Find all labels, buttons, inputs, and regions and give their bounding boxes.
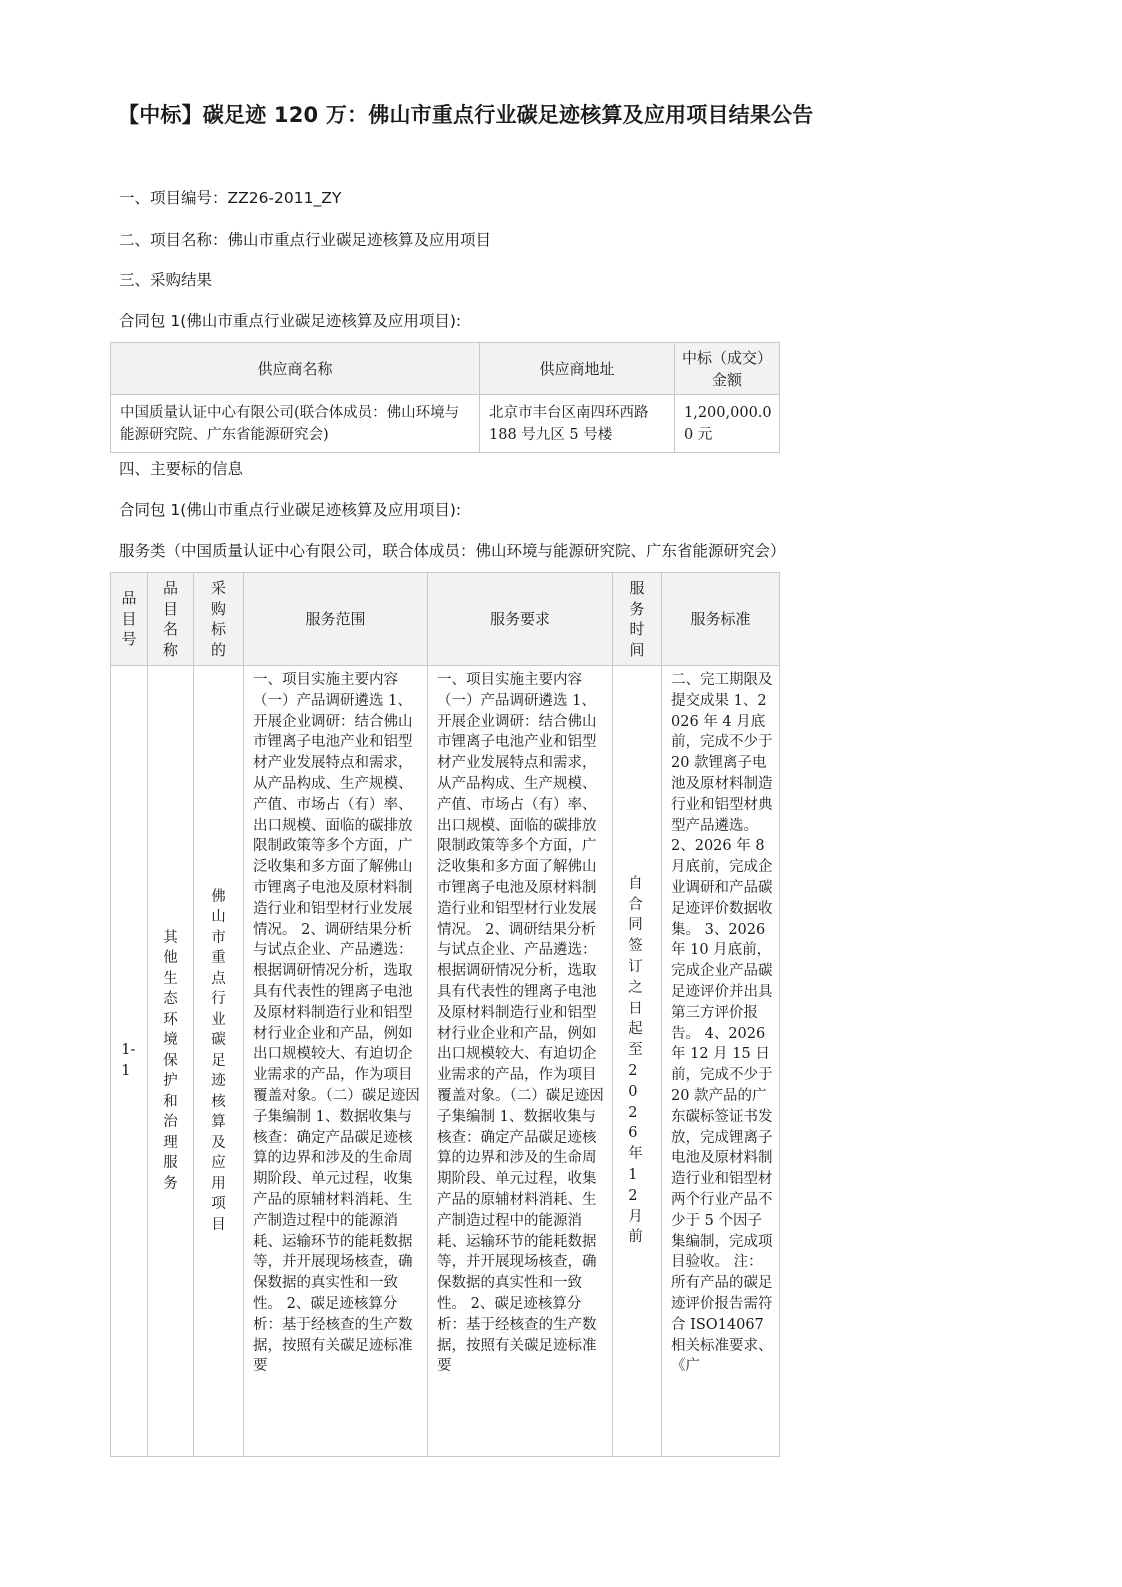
service-scope-text: 一、项目实施主要内容（一）产品调研遴选 1、开展企业调研：结合佛山市锂离子电池产业和铝型材产业发展特点和需求，从产品构成、生产规模、产值、市场占（有）率、出口规模、面临的碳排放限制政策等多个方面，广泛收集和多方面了解佛山市锂离子电池及原材料制造行业和铝型材行业发展情况。 2、调研结果分析与试点企业、产品遴选：根据调研情况分析，选取具有代表性的锂离子电池及原材料制造行业和铝型材行业企业和产品，例如出口规模较大、有迫切企业需求的产品，作为项目覆盖对象。（二）碳足迹因子集编制 1、数据收集与核查：确定产品碳足迹核算的边界和涉及的生命周期阶段、单元过程，收集产品的原辅材料消耗、生产制造过程中的能源消耗、运输环节的能耗数据等，并开展现场核查，确保数据的真实性和一致性。 2、碳足迹核算分析：基于经核查的生产数据，按照有关碳足迹标准要 xyxy=(253,672,420,1375)
service-requirement-cell xyxy=(428,666,613,1457)
service-header-row xyxy=(111,573,780,666)
package-label-2: 合同包 1(佛山市重点行业碳足迹核算及应用项目): xyxy=(119,501,462,519)
service-time-text: 自合同签订之日起至2026年12月前 xyxy=(628,875,643,1246)
subject-text: 佛山市重点行业碳足迹核算及应用项目 xyxy=(211,888,226,1233)
service-time-cell xyxy=(613,666,662,1457)
item-name-cell xyxy=(148,666,194,1457)
header-service-scope: 服务范围 xyxy=(244,573,428,666)
header-bid-amount xyxy=(675,343,780,395)
supplier-address-cell: 北京市丰台区南四环西路 188 号九区 5 号楼 xyxy=(480,395,675,453)
service-caption: 服务类（中国质量认证中心有限公司，联合体成员：佛山环境与能源研究院、广东省能源研究会） xyxy=(119,542,786,560)
page-title: 【中标】碳足迹 120 万：佛山市重点行业碳足迹核算及应用项目结果公告 xyxy=(118,103,814,127)
subject-cell xyxy=(194,666,244,1457)
header-service-time-text: 服务时间 xyxy=(629,579,645,659)
package-label: 合同包 1(佛山市重点行业碳足迹核算及应用项目): xyxy=(119,312,462,330)
service-requirement-text: 一、项目实施主要内容（一）产品调研遴选 1、开展企业调研：结合佛山市锂离子电池产业和铝型材产业发展特点和需求，从产品构成、生产规模、产值、市场占（有）率、出口规模、面临的碳排放限制政策等多个方面，广泛收集和多方面了解佛山市锂离子电池及原材料制造行业和铝型材行业发展情况。 2、调研结果分析与试点企业、产品遴选：根据调研情况分析，选取具有代表性的锂离子电池及原材料制造行业和铝型材行业企业和产品，例如出口规模较大、有迫切企业需求的产品，作为项目覆盖对象。（二）碳足迹因子集编制 1、数据收集与核查：确定产品碳足迹核算的边界和涉及的生命周期阶段、单元过程，收集产品的原辅材料消耗、生产制造过程中的能源消耗、运输环节的能耗数据等，并开展现场核查，确保数据的真实性和一致性。 2、碳足迹核算分析：基于经核查的生产数据，按照有关碳足迹标准要 xyxy=(437,672,604,1375)
header-item-no xyxy=(111,573,148,666)
header-subject xyxy=(194,573,244,666)
service-standard-cell xyxy=(662,666,780,1457)
item-no-text: 1-1 xyxy=(121,1042,136,1079)
section-procurement-result: 三、采购结果 xyxy=(119,271,213,289)
supplier-name-cell: 中国质量认证中心有限公司(联合体成员：佛山环境与能源研究院、广东省能源研究会) xyxy=(111,395,480,453)
header-subject-text: 采购标的 xyxy=(210,579,226,659)
header-item-no-text: 品目号 xyxy=(121,589,137,649)
bid-amount-cell: 1,200,000.00 元 xyxy=(675,395,780,453)
project-number: 一、项目编号：ZZ26-2011_ZY xyxy=(119,189,342,207)
table-row xyxy=(111,666,780,1457)
service-scope-cell xyxy=(244,666,428,1457)
header-item-name-text: 品目名称 xyxy=(162,579,178,659)
table-row xyxy=(111,395,780,453)
project-name: 二、项目名称：佛山市重点行业碳足迹核算及应用项目 xyxy=(119,231,492,249)
item-no-cell xyxy=(111,666,148,1457)
header-service-time xyxy=(613,573,662,666)
header-service-requirement: 服务要求 xyxy=(428,573,613,666)
result-table xyxy=(110,342,780,453)
header-item-name xyxy=(148,573,194,666)
service-standard-text: 二、完工期限及提交成果 1、2026 年 4 月底前，完成不少于 20 款锂离子电池及原材料制造行业和铝型材典型产品遴选。 2、2026 年 8 月底前，完成企业调研和产品碳足迹评价数据收集。 3、2026 年 10 月底前，完成企业产品碳足迹评价并出具第三方评价报告。 4、2026 年 12 月 15 日前，完成不少于 20 款产品的广东碳标签证书发放，完成锂离子电池及原材料制造行业和铝型材两个行业产品不少于 5 个因子集编制，完成项目验收。 注：所有产品的碳足迹评价报告需符合 ISO14067 相关标准要求、《广 xyxy=(671,672,773,1375)
header-supplier-address: 供应商地址 xyxy=(480,343,675,395)
service-table xyxy=(110,572,780,1457)
table-header-row xyxy=(111,343,780,395)
header-supplier-name: 供应商名称 xyxy=(111,343,480,395)
header-service-standard: 服务标准 xyxy=(662,573,780,666)
header-bid-amount-text: 中标（成交）金额 xyxy=(681,348,772,389)
section-main-subject: 四、主要标的信息 xyxy=(119,460,244,478)
item-name-text: 其他生态环境保护和治理服务 xyxy=(163,929,178,1192)
